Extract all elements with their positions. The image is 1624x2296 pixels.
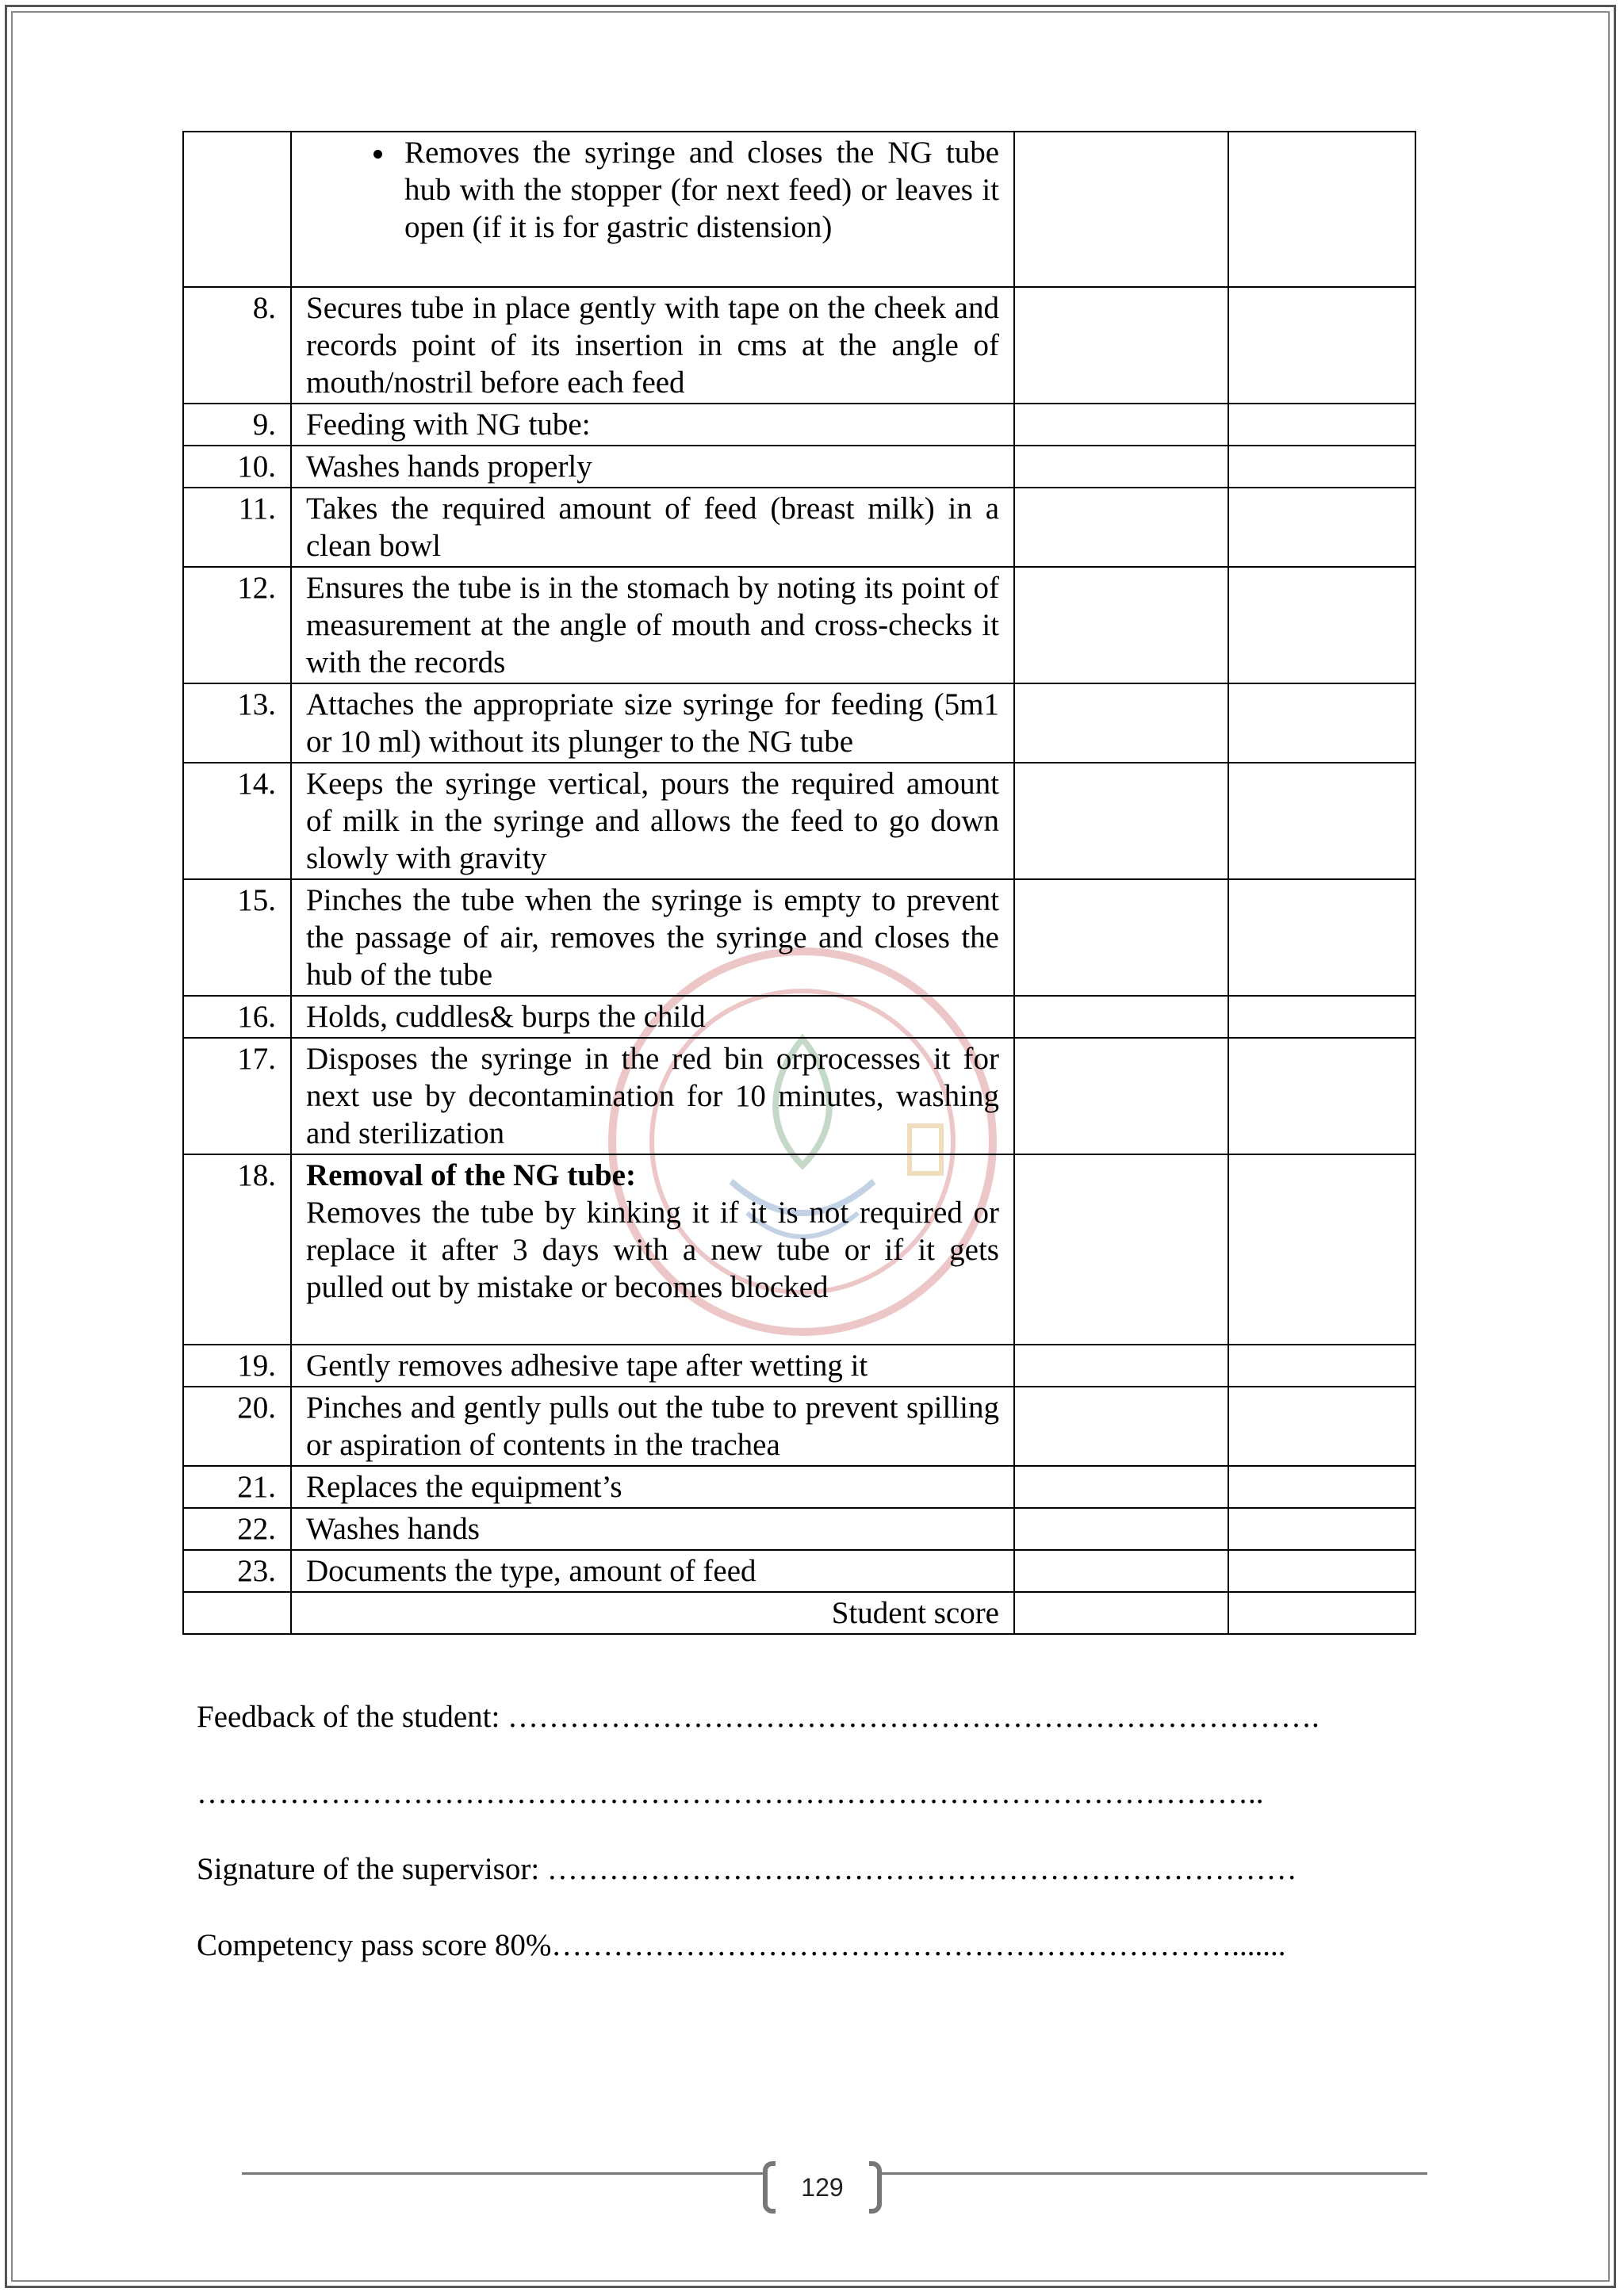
step-number-cell: 20. xyxy=(183,1387,291,1466)
bullet-list xyxy=(292,134,999,246)
remarks-cell xyxy=(1228,132,1415,287)
step-number-cell xyxy=(183,132,291,287)
step-number-cell: 19. xyxy=(183,1345,291,1387)
step-text-cell: Secures tube in place gently with tape on the cheek and records point of its insertion in cms at the angle of mouth/nostril before each feed xyxy=(291,287,1014,404)
remarks-cell xyxy=(1228,879,1415,996)
score-cell xyxy=(1014,567,1228,683)
table-row xyxy=(183,404,1415,446)
remarks-cell xyxy=(1228,1466,1415,1508)
table-row xyxy=(183,567,1415,683)
step-text-cell: Replaces the equipment’s xyxy=(291,1466,1014,1508)
score-cell xyxy=(1014,879,1228,996)
checklist-table xyxy=(182,131,1416,1635)
section-heading: Removal of the NG tube: xyxy=(306,1158,636,1192)
remarks-cell xyxy=(1228,567,1415,683)
score-cell xyxy=(1014,1154,1228,1345)
table-row xyxy=(183,996,1415,1038)
remarks-cell xyxy=(1228,446,1415,488)
score-cell xyxy=(1014,446,1228,488)
table-row xyxy=(183,1038,1415,1154)
step-number-cell: 12. xyxy=(183,567,291,683)
step-number-cell: 9. xyxy=(183,404,291,446)
table-row xyxy=(183,1345,1415,1387)
step-text-cell: Feeding with NG tube: xyxy=(291,404,1014,446)
score-cell xyxy=(1014,1387,1228,1466)
footer-rule-left xyxy=(242,2172,765,2175)
score-cell xyxy=(1014,132,1228,287)
feedback-line: Feedback of the student: ……………………………………………………………………. xyxy=(197,1700,1320,1734)
footer-rule-right xyxy=(880,2172,1427,2175)
table-row xyxy=(183,1550,1415,1592)
step-number-cell: 11. xyxy=(183,488,291,567)
remarks-cell xyxy=(1228,763,1415,879)
score-cell xyxy=(1014,1550,1228,1592)
step-text-cell xyxy=(291,1154,1014,1345)
score-cell xyxy=(1014,1466,1228,1508)
step-text: Removes the tube by kinking it if it is not required or replace it after 3 days with a new tube or if it gets pulled out by mistake or becomes blocked xyxy=(306,1196,999,1304)
step-text-cell: Disposes the syringe in the red bin orprocesses it for next use by decontamination for 10 minutes, washing and sterilization xyxy=(291,1038,1014,1154)
score-cell xyxy=(1014,1345,1228,1387)
pass-score-line: Competency pass score 80%…………………………………………………………....... xyxy=(197,1928,1286,1962)
table-row xyxy=(183,446,1415,488)
step-number-cell: 14. xyxy=(183,763,291,879)
table-row xyxy=(183,1466,1415,1508)
remarks-cell xyxy=(1228,404,1415,446)
step-text-cell xyxy=(291,132,1014,287)
step-number-cell: 17. xyxy=(183,1038,291,1154)
remarks-cell xyxy=(1228,1550,1415,1592)
remarks-cell xyxy=(1228,488,1415,567)
step-text-cell: Documents the type, amount of feed xyxy=(291,1550,1014,1592)
remarks-cell xyxy=(1228,1508,1415,1550)
step-number-cell: 13. xyxy=(183,683,291,763)
score-cell xyxy=(1014,1592,1228,1634)
step-text-cell: Holds, cuddles& burps the child xyxy=(291,996,1014,1038)
step-number-cell: 21. xyxy=(183,1466,291,1508)
step-text-cell: Pinches and gently pulls out the tube to prevent spilling or aspiration of contents in the trachea xyxy=(291,1387,1014,1466)
table-row xyxy=(183,1154,1415,1345)
step-number-cell: 10. xyxy=(183,446,291,488)
table-row xyxy=(183,1592,1415,1634)
table-row xyxy=(183,287,1415,404)
score-cell xyxy=(1014,488,1228,567)
score-cell xyxy=(1014,683,1228,763)
remarks-cell xyxy=(1228,1345,1415,1387)
remarks-cell xyxy=(1228,683,1415,763)
table-row xyxy=(183,1508,1415,1550)
score-cell xyxy=(1014,404,1228,446)
table-row xyxy=(183,1387,1415,1466)
step-text-cell: Takes the required amount of feed (breast milk) in a clean bowl xyxy=(291,488,1014,567)
table-row xyxy=(183,763,1415,879)
remarks-cell xyxy=(1228,1387,1415,1466)
score-cell xyxy=(1014,1038,1228,1154)
step-text-cell: Attaches the appropriate size syringe for feeding (5m1 or 10 ml) without its plunger to the NG tube xyxy=(291,683,1014,763)
table-row xyxy=(183,683,1415,763)
table-row xyxy=(183,132,1415,287)
step-number-cell: 8. xyxy=(183,287,291,404)
step-text-cell: Gently removes adhesive tape after wetting it xyxy=(291,1345,1014,1387)
remarks-cell xyxy=(1228,1154,1415,1345)
step-text-cell: Ensures the tube is in the stomach by noting its point of measurement at the angle of mouth and cross-checks it with the records xyxy=(291,567,1014,683)
student-score-label: Student score xyxy=(291,1592,1014,1634)
step-number-cell: 16. xyxy=(183,996,291,1038)
step-number-cell: 18. xyxy=(183,1154,291,1345)
step-number-cell: 15. xyxy=(183,879,291,996)
step-text-cell: Pinches the tube when the syringe is empty to prevent the passage of air, removes the syringe and closes the hub of the tube xyxy=(291,879,1014,996)
remarks-cell xyxy=(1228,996,1415,1038)
step-text-cell: Keeps the syringe vertical, pours the required amount of milk in the syringe and allows the feed to go down slowly with gravity xyxy=(291,763,1014,879)
remarks-cell xyxy=(1228,1592,1415,1634)
step-text-cell: Washes hands xyxy=(291,1508,1014,1550)
step-number-cell xyxy=(183,1592,291,1634)
score-cell xyxy=(1014,763,1228,879)
step-number-cell: 22. xyxy=(183,1508,291,1550)
table-row xyxy=(183,879,1415,996)
score-cell xyxy=(1014,996,1228,1038)
score-cell xyxy=(1014,287,1228,404)
score-cell xyxy=(1014,1508,1228,1550)
step-text-cell: Washes hands properly xyxy=(291,446,1014,488)
remarks-cell xyxy=(1228,1038,1415,1154)
remarks-cell xyxy=(1228,287,1415,404)
feedback-continuation-line: ………………………………………………………………………………………….. xyxy=(197,1776,1264,1810)
page-number: 129 xyxy=(801,2173,844,2202)
supervisor-signature-line: Signature of the supervisor: …………………….………………………………………… xyxy=(197,1852,1297,1886)
step-number-cell: 23. xyxy=(183,1550,291,1592)
table-row xyxy=(183,488,1415,567)
list-item: • Removes the syringe and closes the NG tube hub with the stopper (for next feed) or leaves it open (if it is for gastric distension) xyxy=(396,134,999,246)
